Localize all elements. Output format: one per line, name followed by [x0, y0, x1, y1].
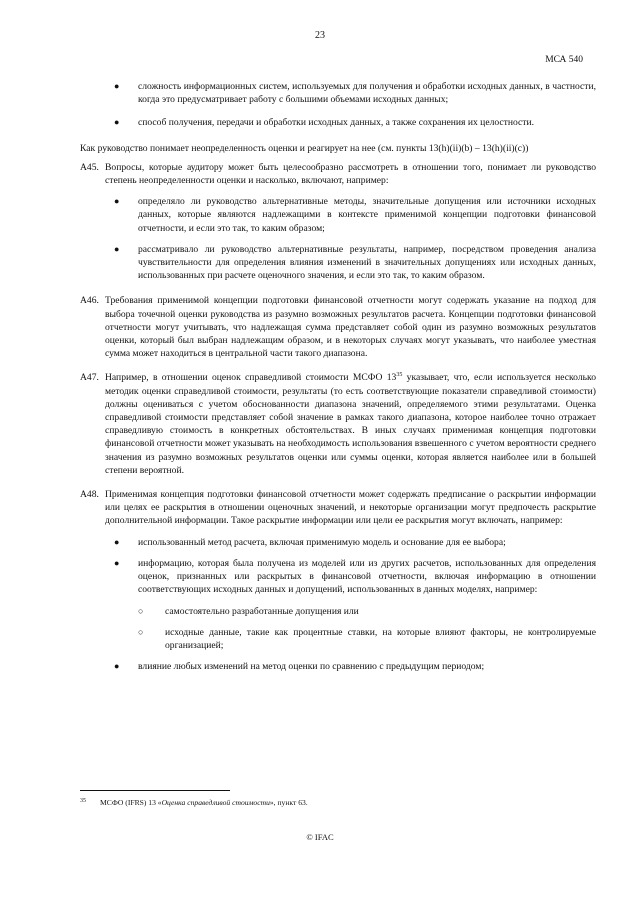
bullet-icon: ●	[114, 661, 120, 672]
footnote-text	[80, 798, 596, 808]
paragraph-a47	[80, 371, 596, 477]
section-heading: Как руководство понимает неопределенность оценки и реагирует на нее (см. пункты 13(h)(ii)(b) – 13(h)(ii)(c))	[80, 142, 529, 154]
bullet-icon: ●	[114, 243, 120, 254]
bullet-text: использованный метод расчета, включая применимую модель и основание для ее выбора;	[138, 536, 506, 548]
paragraph-number: А47.	[80, 372, 99, 384]
bullet-text: способ получения, передачи и обработки исходных данных, а также сохранения их целостности.	[138, 117, 535, 129]
bullet-icon: ●	[114, 81, 120, 91]
bullet-icon: ●	[114, 117, 120, 128]
paragraph-text: Применимая концепция подготовки финансовой отчетности может содержать предписание о раскрытии информации или целях ее раскрытия в отношении оценочных значений, и некоторые организации могут предпочесть раскрытие дополнительной информации. Такое раскрытие информации или цели ее раскрытия могут включать, например:	[105, 489, 596, 527]
page-footer: © IFAC	[306, 832, 334, 842]
sub-item-text: исходные данные, такие как процентные ставки, на которые влияют факторы, не контролируемые организацией;	[165, 626, 596, 651]
footnote-reference[interactable]: 35	[396, 372, 403, 379]
paragraph-text: Требования применимой концепции подготовки финансовой отчетности могут содержать указание на подход для выбора точечной оценки руководства из разумно возможных результатов расчета. Концепции подготовки финансовой отчетности могут учитывать, что надлежащая сумма представляет собой один из разумно возможных результатов оценки, который был выбран надлежащим образом, и в некоторых случаях могут указывать, что наиболее уместная сумма может находиться в центральной части такого диапазона.	[105, 295, 596, 360]
a45-bullet-2	[80, 243, 596, 283]
bullet-text: информацию, которая была получена из моделей или из других расчетов, использованных для определения оценок, признанных или раскрытых в финансовой отчетности, включая информацию в отношении соответствующих исходных данных и допущений, использованных в данных моделях, например:	[138, 557, 596, 596]
intro-bullet-2	[80, 116, 596, 129]
a45-bullet-1	[80, 195, 596, 235]
bullet-icon: ●	[114, 196, 120, 207]
paragraph-text: Вопросы, которые аудитору может быть целесообразно рассмотреть в отношении того, понимает ли руководство степень неопределенности оценки и насколько, включают, например:	[105, 161, 596, 187]
footnote-text-start: МСФО (IFRS) 13 «	[100, 798, 162, 807]
sub-item-text: самостоятельно разработанные допущения или	[165, 605, 359, 617]
footnote-divider	[80, 790, 230, 791]
a48-sub-item-2	[80, 626, 596, 652]
paragraph-a46	[80, 294, 596, 360]
a48-bullet-3	[80, 660, 596, 673]
footnote-text-end: », пункт 63.	[269, 798, 308, 807]
footnote	[80, 798, 596, 808]
paragraph-text-rest: указывает, что, если используется несколько методик оценки справедливой стоимости, результаты (то есть соответствующие показатели справедливой стоимости) должны оцениваться с учетом обоснованности диапазона значений, определяемого этими результатами. Оценка справедливой стоимости представляет собой значение в рамках такого диапазона, которое наиболее точно отражает справедливую стоимость в конкретных обстоятельствах. В иных случаях применимая концепция подготовки финансовой отчетности может указывать на необходимость использования взвешенного с учетом вероятности среднего значения из разумно возможных результатов оценки или суммы оценки, которая является наиболее или в большей степени вероятной.	[105, 372, 596, 476]
circle-bullet-icon: ○	[138, 626, 144, 637]
a48-sub-item-1	[80, 605, 596, 618]
bullet-text: влияние любых изменений на метод оценки по сравнению с предыдущим периодом;	[138, 661, 485, 673]
a48-bullet-1	[80, 536, 596, 549]
bullet-text: определяло ли руководство альтернативные методы, значительные допущения или источники исходных данных, которые являются надлежащими в контексте применимой концепции подготовки финансовой отчетности, и если это так, то каким образом;	[138, 196, 596, 234]
bullet-icon: ●	[114, 557, 120, 568]
paragraph-a48	[80, 488, 596, 528]
page-number: 23	[315, 30, 325, 41]
bullet-icon: ●	[114, 536, 120, 547]
paragraph-number: А45.	[80, 161, 99, 173]
page-content	[80, 80, 596, 673]
paragraph-a45	[80, 161, 596, 187]
footnote-standard-title: Оценка справедливой стоимости	[161, 798, 270, 807]
bullet-text: рассматривало ли руководство альтернативные результаты, например, посредством проведения анализа чувствительности для определения влияния изменений в значительных допущениях или исходных данных, использованных при расчете оценочного значения, и если это так, то каким образом.	[138, 243, 596, 282]
paragraph-number: А46.	[80, 295, 99, 307]
footnote-number: 35	[80, 798, 86, 804]
intro-bullet-1	[80, 80, 596, 106]
document-code: МСА 540	[545, 55, 583, 65]
paragraph-text-start: Например, в отношении оценок справедливой стоимости МСФО 13	[105, 372, 397, 384]
circle-bullet-icon: ○	[138, 605, 144, 616]
bullet-text: сложность информационных систем, используемых для получения и обработки исходных данных, в частности, когда это предусматривает работу с большими объемами исходных данных;	[138, 81, 596, 106]
paragraph-number: А48.	[80, 489, 99, 501]
a48-bullet-2	[80, 557, 596, 597]
